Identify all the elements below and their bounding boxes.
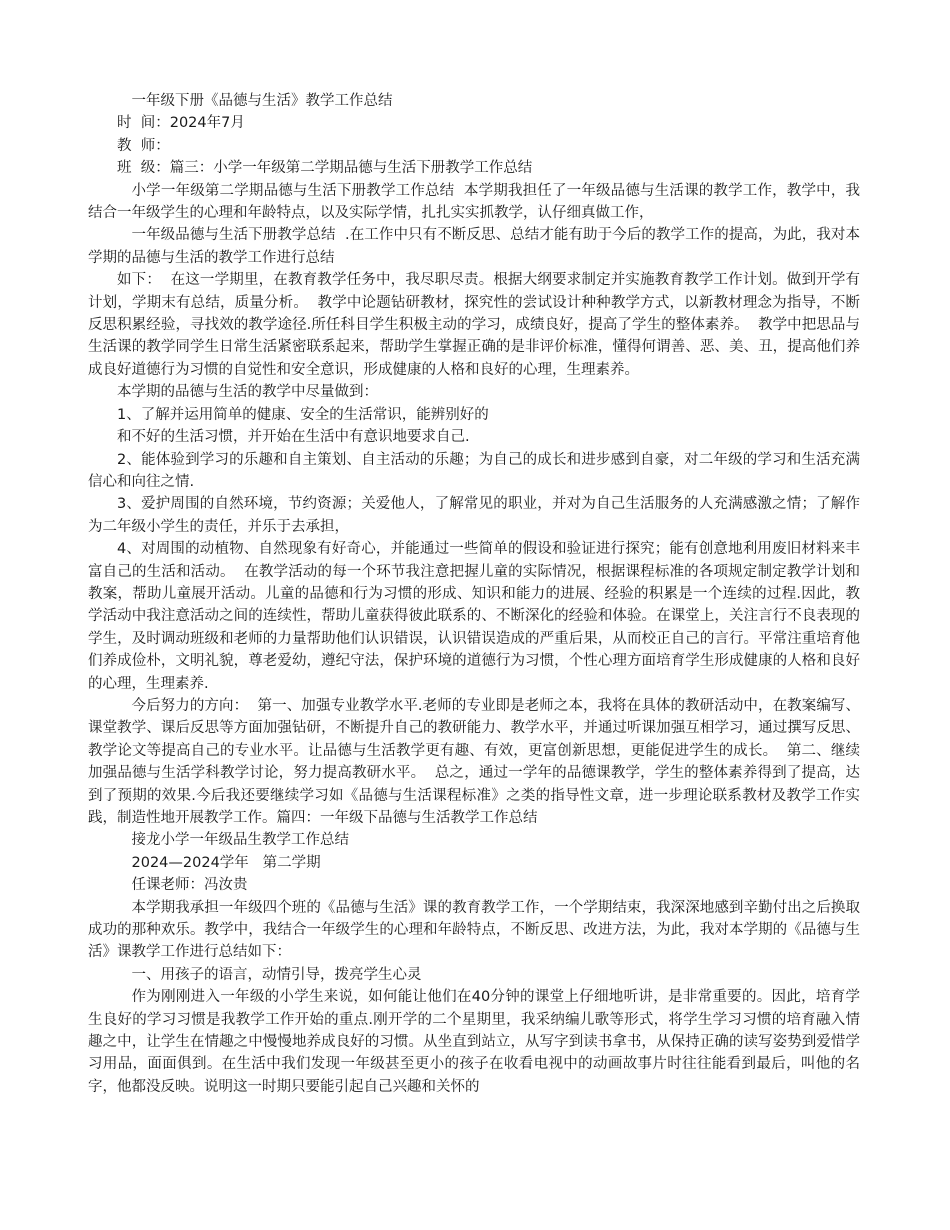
list-item-2: 2、能体验到学习的乐趣和自主策划、自主活动的乐趣；为自己的成长和进步感到自豪，对二年级的学习和生活充满信心和向往之情. bbox=[88, 451, 860, 490]
meta-class: 班 级：篇三：小学一年级第二学期品德与生活下册教学工作总结 bbox=[117, 160, 533, 177]
paragraph-habits: 作为刚刚进入一年级的小学生来说，如何能让他们在40分钟的课堂上仔细地听讲，是非常重要的。因此，培育学生良好的学习习惯是我教学工作开始的重点.刚开学的二个星期里，我采纳编儿歌等形式，将学生学习习惯的培育融入情趣之中，让学生在情趣之中慢慢地养成良好的习惯。从坐直到站立，从写字到读书拿书，从保持正确的读写姿势到爱惜学习用品，面面俱到。在生活中我们发现一年级甚至更小的孩子在收看电视中的动画故事片时往往能看到最后，叫他的名字，他都没反映。说明这一时期只要能引起自己兴趣和关怀的 bbox=[88, 989, 860, 1095]
paragraph-future: 今后努力的方向： 第一、加强专业教学水平.老师的专业即是老师之本，我将在具体的教研活动中，在教案编写、课堂教学、课后反思等方面加强钻研，不断提升自己的教研能力、教学水平，并通过听课加强互相学习，通过撰写反思、教学论文等提高自己的专业水平。让品德与生活教学更有趣、有效，更富创新思想，更能促进学生的成长。 第二、继续加强品德与生活学科教学讨论，努力提高教研水平。 总之，通过一学年的品德课教学，学生的整体素养得到了提高，达到了预期的效果.今后我还要继续学习如《品德与生活课程标准》之类的指导性文章，进一步理论联系教材及教学工作实践，制造性地开展教学工作。篇四：一年级下品德与生活教学工作总结 bbox=[88, 697, 860, 826]
heading-one: 一、用孩子的语言，动情引导，拨亮学生心灵 bbox=[131, 966, 422, 983]
paragraph-intro: 小学一年级第二学期品德与生活下册教学工作总结 本学期我担任了一年级品德与生活课的教学工作，教学中，我结合一年级学生的心理和年龄特点，以及实际学情，扎扎实实抓教学，认仔细真做工作， bbox=[88, 182, 860, 222]
meta-time: 时 间：2024年7月 bbox=[117, 115, 245, 132]
section-title-jielong: 接龙小学一年级品生教学工作总结 bbox=[131, 832, 349, 849]
doc-title: 一年级下册《品德与生活》教学工作总结 bbox=[131, 93, 393, 109]
section-term: 2024—2024学年 第二学期 bbox=[131, 854, 321, 871]
document-page bbox=[88, 90, 860, 1098]
meta-teacher: 教 师： bbox=[117, 137, 170, 154]
paragraph-goals-heading: 本学期的品德与生活的教学中尽量做到： bbox=[117, 384, 378, 401]
list-item-4: 4、对周围的动植物、自然现象有好奇心，并能通过一些简单的假设和验证进行探究；能有创意地利用废旧材料来丰富自己的生活和活动。 在教学活动的每一个环节我注意把握儿童的实际情况，根据课程标准的各项规定制定教学计划和教案，帮助儿童展开活动。儿童的品德和行为习惯的形成、知识和能力的进展、经验的积累是一个连续的过程.因此，教学活动中我注意活动之间的连续性，帮助儿童获得彼此联系的、不断深化的经验和体验。在课堂上，关注言行不良表现的学生，及时调动班级和老师的力量帮助他们认识错误，认识错误造成的严重后果，从而校正自己的言行。平常注重培育他们养成俭朴，文明礼貌，尊老爱幼，遵纪守法，保护环境的道德行为习惯，个性心理方面培育学生形成健康的人格和良好的心理，生理素养. bbox=[88, 541, 860, 692]
section-teacher: 任课老师：冯汝贵 bbox=[131, 877, 248, 894]
list-item-1: 1、了解并运用简单的健康、安全的生活常识，能辨别好的 bbox=[117, 406, 489, 423]
list-item-1-cont: 和不好的生活习惯，并开始在生活中有意识地要求自己. bbox=[117, 429, 470, 446]
paragraph-semester: 本学期我承担一年级四个班的《品德与生活》课的教育教学工作，一个学期结束，我深深地感到辛勤付出之后换取成功的那种欢乐。教学中，我结合一年级学生的心理和年龄特点，不断反思、改进方法，为此，我对本学期的《品德与生活》课教学工作进行总结如下： bbox=[88, 899, 860, 961]
paragraph-summary: 一年级品德与生活下册教学总结 .在工作中只有不断反思、总结才能有助于今后的教学工作的提高，为此，我对本学期的品德与生活的教学工作进行总结 bbox=[88, 227, 860, 266]
list-item-3: 3、爱护周围的自然环境，节约资源；关爱他人，了解常见的职业，并对为自己生活服务的人充满感激之情；了解作为二年级小学生的责任，并乐于去承担， bbox=[88, 496, 860, 535]
paragraph-as-follows: 如下： 在这一学期里，在教育教学任务中，我尽职尽责。根据大纲要求制定并实施教育教学工作计划。做到开学有计划，学期末有总结，质量分析。 教学中论题钻研教材，探究性的尝试设计种种教学方式，以新教材理念为指导，不断反思积累经验，寻找效的教学途径.所任科目学生积极主动的学习，成绩良好，提高了学生的整体素养。 教学中把思品与生活课的教学同学生日常生活紧密联系起来，帮助学生掌握正确的是非评价标准，懂得何谓善、恶、美、丑，提高他们养成良好道德行为习惯的自觉性和安全意识，形成健康的人格和良好的心理，生理素养。 bbox=[88, 272, 860, 378]
